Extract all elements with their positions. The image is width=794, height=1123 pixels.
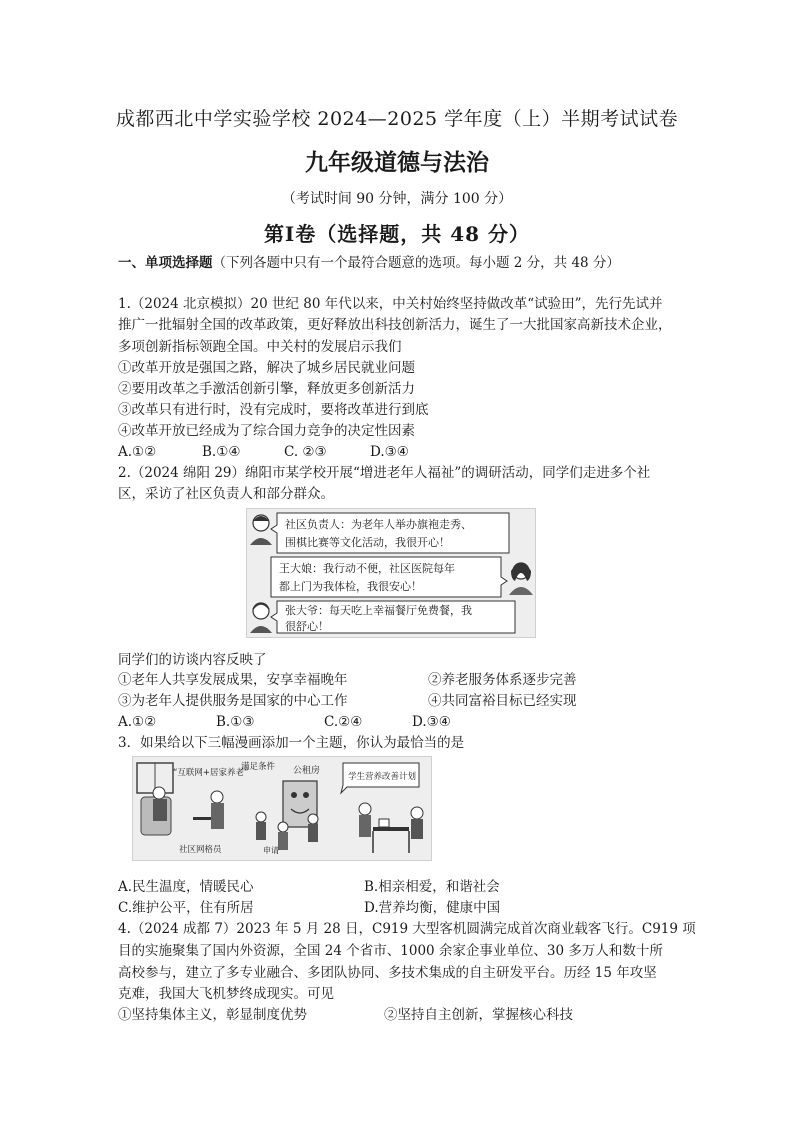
panel2-sign: 满足条件 [241,762,276,772]
q1-line-1: 1.（2024 北京模拟）20 世纪 80 年代以来，中关村始终坚持做改革“试验田”，先行先试并 [118,296,663,312]
q3-option-d[interactable]: D.营养均衡，健康中国 [364,900,501,916]
q4-line-4: 克难，我国大飞机梦终成现实。可见 [118,986,334,1002]
q3-option-a[interactable]: A.民生温度，情暖民心 [118,879,254,895]
q2-option-a[interactable]: A.①② [118,714,157,730]
q4-line-2: 目的实施聚集了国内外资源，全国 24 个省市、1000 余家企事业单位、30 多万人和数十所 [118,943,663,959]
q2-statement-4: ④共同富裕目标已经实现 [428,693,577,709]
q2-statements-row-1 [118,670,678,690]
panel1-label: 社区网格员 [179,845,222,855]
q2-option-d[interactable]: D.③④ [412,714,451,730]
q2-statement-3: ③为老年人提供服务是国家的中心工作 [118,693,348,709]
bubble2-line1: 王大娘：我行动不便，社区医院每年 [279,562,455,575]
q2-option-b[interactable]: B.①③ [216,714,255,730]
q1-statement-1: ①改革开放是强国之路，解决了城乡居民就业问题 [118,360,415,376]
panel1-caption: “互联网+居家养老” [173,768,249,778]
subject-title: 九年级道德与法治 [305,149,489,176]
q3-stem: 3．如果给以下三幅漫画添加一个主题，你认为最恰当的是 [118,735,465,751]
q1-option-b[interactable]: B.①④ [202,444,241,460]
bubble3-line1: 张大爷：每天吃上幸福餐厅免费餐，我 [285,604,472,617]
q2-line-1: 2.（2024 绵阳 29）绵阳市某学校开展“增进老年人福祉”的调研活动，同学们走进多个社 [118,465,651,481]
q1-statement-2: ②要用改革之手激活创新引擎，释放更多创新活力 [118,381,415,397]
panel2-apply: 申请 [263,846,279,855]
q1-statement-3: ③改革只有进行时，没有完成时，要将改革进行到底 [118,402,429,418]
q4-statements-row-1 [118,1005,678,1025]
q2-stem: 同学们的访谈内容反映了 [118,652,267,668]
panel3-sign: 学生营养改善计划 [348,772,417,782]
q3-cartoon-figure [132,756,432,861]
panel-2-public-housing [241,761,320,855]
q2-statement-1: ①老年人共享发展成果，安享幸福晚年 [118,672,348,688]
q1-line-2: 推广一批辐射全国的改革政策，更好释放出科技创新活力，诞生了一大批国家高新技术企业， [118,317,672,333]
q1-option-d[interactable]: D.③④ [370,444,409,460]
bubble1-line1: 社区负责人：为老年人举办旗袍走秀、 [285,518,472,531]
q3-option-c[interactable]: C.维护公平，住有所居 [118,900,254,916]
q3-options-row-2 [118,898,678,918]
q2-statement-2: ②养老服务体系逐步完善 [428,672,577,688]
bubble3-line2: 很舒心！ [285,620,329,633]
q2-line-2: 区，采访了社区负责人和部分群众。 [118,486,334,502]
q2-interview-figure [246,508,536,638]
section-heading [118,253,620,273]
q3-figure-svg [133,757,431,860]
section-instruction: （下列各题中只有一个最符合题意的选项。每小题 2 分，共 48 分） [212,255,620,271]
q3-option-b[interactable]: B.相亲相爱，和谐社会 [364,879,500,895]
bubble1-line2: 围棋比赛等文化活动，我很开心！ [285,536,450,549]
panel2-building: 公租房 [293,766,321,776]
q1-statement-4: ④改革开放已经成为了综合国力竞争的决定性因素 [118,423,415,439]
q2-option-c[interactable]: C.②④ [324,714,363,730]
part-title: 第Ⅰ卷（选择题，共 48 分） [263,222,531,246]
wang-grandma-icon [509,563,533,595]
section-label: 一、单项选择题 [118,255,213,271]
bubble2-line2: 都上门为我体检，我很安心！ [279,580,422,593]
q2-statements-row-2 [118,691,678,711]
panel-3-nutrition [341,763,423,853]
q1-line-3: 多项创新指标领跑全国。中关村的发展启示我们 [118,339,402,355]
zhang-grandpa-icon [250,603,272,633]
q1-option-c[interactable]: C. ②③ [284,444,327,460]
community-leader-icon [250,515,272,545]
q1-option-a[interactable]: A.①② [118,444,157,460]
q2-figure-svg [247,509,535,637]
school-exam-title: 成都西北中学实验学校 2024—2025 学年度（上）半期考试试卷 [115,108,679,130]
exam-time-note: （考试时间 90 分钟，满分 100 分） [281,191,513,207]
q4-statement-1: ①坚持集体主义，彰显制度优势 [118,1007,307,1023]
q4-statement-2: ②坚持自主创新，掌握核心科技 [384,1007,573,1023]
q4-line-3: 高校参与，建立了多专业融合、多团队协同、多技术集成的自主研发平台。历经 15 年攻坚 [118,965,657,981]
q4-line-1: 4.（2024 成都 7）2023 年 5 月 28 日，C919 大型客机圆满完成首次商业载客飞行。C919 项 [118,921,696,937]
q3-options-row-1 [118,877,678,897]
panel-1-home-care [137,763,248,855]
